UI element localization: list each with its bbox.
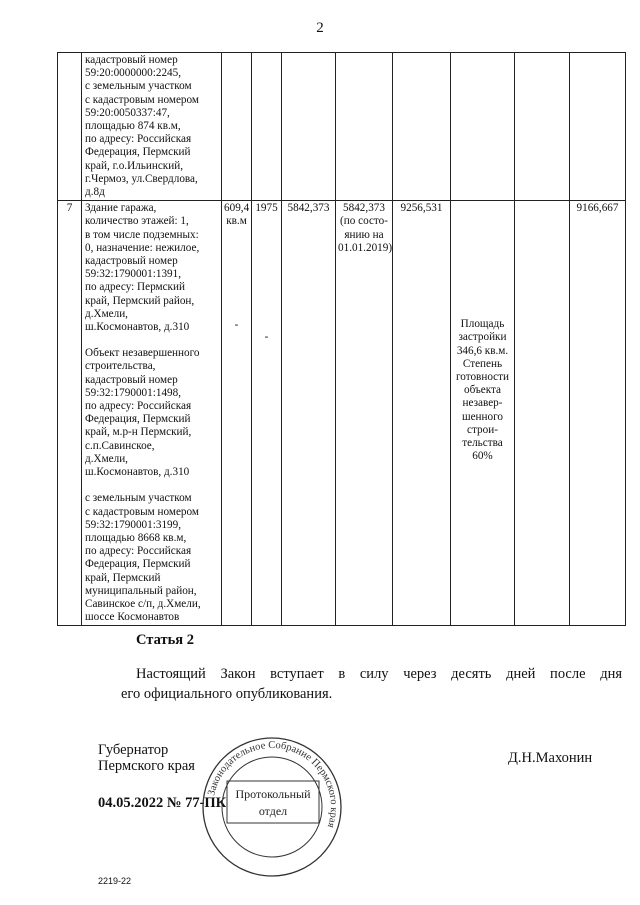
row-number-cell — [58, 53, 82, 201]
construction-note: Площадь застройки 346,6 кв.м. Степень готовности объекта незавер- шенного строи- тельства 60% — [455, 318, 510, 463]
article-text-line1: Настоящий Закон вступает в силу через десять дней после дня — [136, 666, 622, 682]
table-row — [58, 53, 626, 201]
table-row — [58, 201, 626, 626]
object-description — [82, 201, 222, 626]
footer-code: 2219-22 — [98, 876, 132, 886]
area-dash: - — [234, 318, 239, 331]
row-number: 7 — [58, 201, 82, 626]
page-number: 2 — [316, 20, 324, 36]
law-date-number: 04.05.2022 № 77-ПК — [98, 795, 227, 811]
article-title: Статья 2 — [136, 632, 194, 648]
final-value: 9166,667 — [570, 201, 626, 626]
land-plot-description: с земельным участком с кадастровым номером 59:32:1790001:3199, площадью 8668 кв.м, по адресу: Российская Федерация, Пермский край, Пермский муниципальный район, Савинское с/п, д.Хмели, шоссе Космонавтов — [85, 492, 201, 624]
stamp-center-text-1: Протокольный — [235, 787, 311, 801]
cadastral-value: 9256,531 — [393, 201, 451, 626]
governor-title: Губернатор — [98, 742, 169, 758]
property-table — [57, 52, 626, 626]
stamp-center-text-2: отдел — [258, 804, 288, 818]
year-cell — [252, 201, 282, 626]
unfinished-object-description: Объект незавершенного строительства, кадастровый номер 59:32:1790001:1498, по адресу: Российская Федерация, Пермский край, м.р-н Пермский, с.п.Савинское, д.Хмели, ш.Космонавтов, д.310 — [85, 347, 200, 479]
note-cell — [451, 201, 515, 626]
book-value: 5842,373 — [282, 201, 336, 626]
area-cell — [222, 201, 252, 626]
governor-region: Пермского края — [98, 758, 195, 774]
signatory-name: Д.Н.Махонин — [508, 750, 593, 766]
year-dash: - — [264, 331, 269, 344]
official-stamp — [200, 735, 344, 879]
object-description: кадастровый номер 59:20:0000000:2245, с земельным участком с кадастровым номером 59:20:0050337:47, площадью 874 кв.м, по адресу: Российская Федерация, Пермский край, г.о.Ильинский, г.Чермоз, ул.Свердлова, д.8д — [82, 53, 222, 201]
article-text-line2: его официального опубликования. — [121, 686, 333, 702]
year-value: 1975 — [255, 202, 278, 215]
residual-value: 5842,373 (по состо- янию на 01.01.2019) — [336, 201, 393, 626]
area-value: 609,4 кв.м — [224, 202, 250, 228]
stamp-ring-text: Законодательное Собрание Пермского края — [206, 739, 340, 830]
garage-description: Здание гаража, количество этажей: 1, в том числе подземных: 0, назначение: нежилое, кадастровый номер 59:32:1790001:1391, по адресу: Пермский край, Пермский район, д.Хмели, ш.Космонавтов, д.310 — [85, 202, 200, 334]
